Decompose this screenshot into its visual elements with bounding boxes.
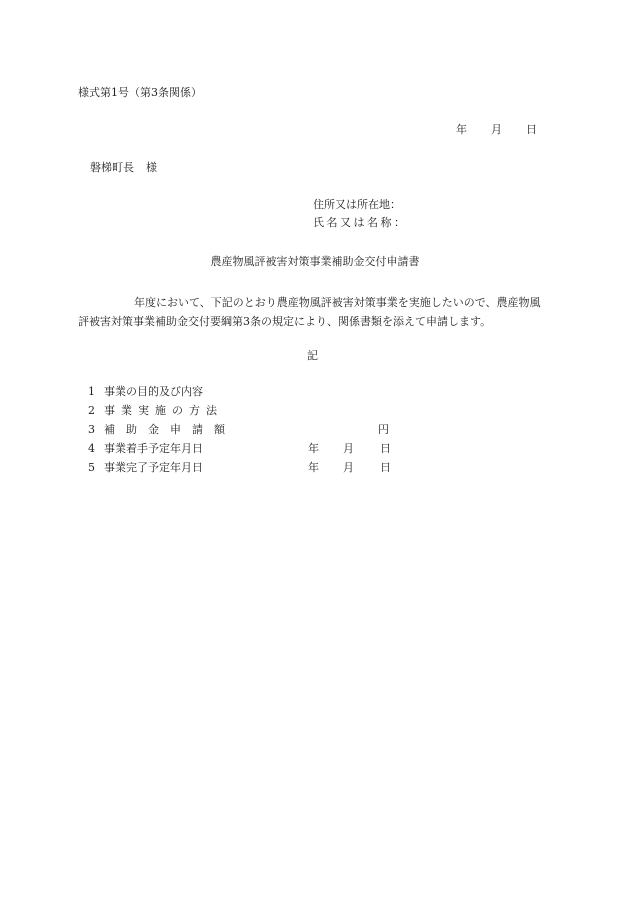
applicant-address-label: 住所又は所在地： xyxy=(313,198,401,211)
item-number: 4 xyxy=(88,442,95,455)
item-label: 事業完了予定年月日 xyxy=(104,461,203,474)
addressee-name: 磐梯町長 xyxy=(90,161,134,174)
item-label: 補助金申請額 xyxy=(104,423,236,436)
item-year-label: 年 xyxy=(308,442,319,455)
item-label: 事業実施の方法 xyxy=(104,404,223,417)
date-year-label: 年 xyxy=(456,123,467,136)
item-day-label: 日 xyxy=(380,461,391,474)
item-number: 2 xyxy=(88,404,95,417)
item-label: 事業着手予定年月日 xyxy=(104,442,203,455)
date-line xyxy=(456,123,537,137)
form-number: 様式第1号（第3条関係） xyxy=(78,86,202,99)
item-month-label: 月 xyxy=(343,461,354,474)
document-title: 農産物風評被害対策事業補助金交付申請書 xyxy=(210,255,420,268)
item-number: 5 xyxy=(88,461,95,474)
item-month-label: 月 xyxy=(343,442,354,455)
yen-unit: 円 xyxy=(378,423,389,436)
body-paragraph xyxy=(78,293,548,331)
item-number: 3 xyxy=(88,423,95,436)
item-label: 事業の目的及び内容 xyxy=(104,385,203,398)
ki-heading: 記 xyxy=(307,349,318,362)
addressee xyxy=(90,161,157,175)
date-month-label: 月 xyxy=(491,123,502,136)
item-year-label: 年 xyxy=(308,461,319,474)
item-day-label: 日 xyxy=(380,442,391,455)
date-day-label: 日 xyxy=(526,123,537,136)
item-number: 1 xyxy=(88,385,95,398)
addressee-honorific: 様 xyxy=(146,161,157,174)
applicant-name-label: 氏名又は名称： xyxy=(313,216,408,229)
body-text: 年度において、下記のとおり農産物風評被害対策事業を実施したいので、農産物風評被害対策事業補助金交付要綱第3条の規定により、関係書類を添えて申請します。 xyxy=(78,296,541,328)
